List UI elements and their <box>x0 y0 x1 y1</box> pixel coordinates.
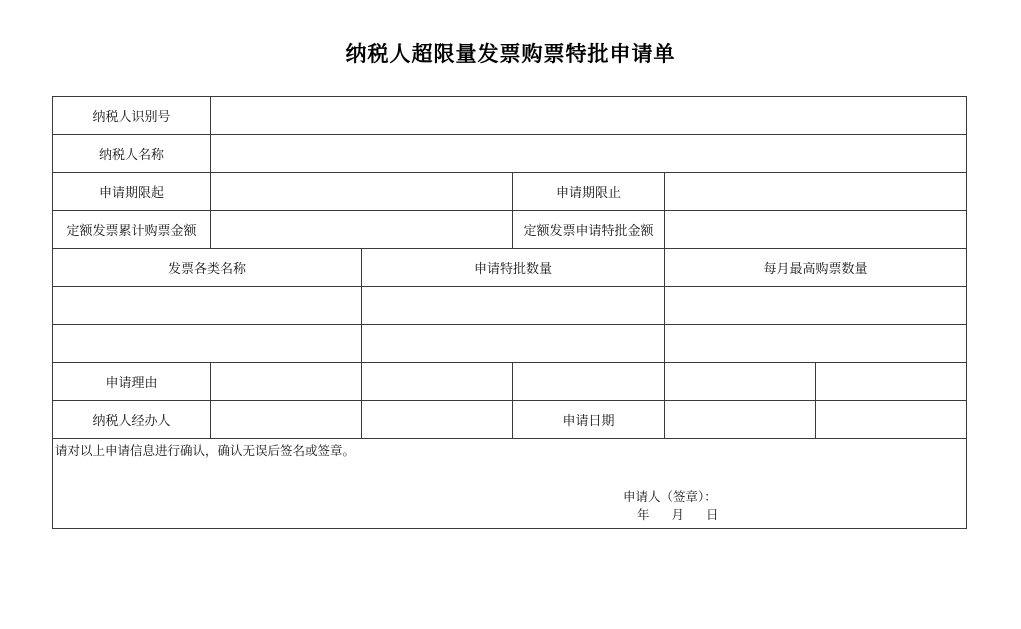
invoice-type-input[interactable] <box>53 287 362 325</box>
taxpayer-id-label: 纳税人识别号 <box>53 97 211 135</box>
invoice-table-row <box>53 287 967 325</box>
row-invoice-table-header <box>53 249 967 287</box>
monthly-max-input[interactable] <box>665 325 967 363</box>
date-year-label: 年 <box>637 507 650 522</box>
date-line <box>623 506 719 524</box>
reason-input[interactable] <box>665 363 816 401</box>
form-title: 纳税人超限量发票购票特批申请单 <box>345 41 676 66</box>
reason-input[interactable] <box>816 363 967 401</box>
confirmation-text: 请对以上申请信息进行确认，确认无误后签名或签章。 <box>55 443 356 458</box>
monthly-max-input[interactable] <box>665 287 967 325</box>
taxpayer-name-input[interactable] <box>211 135 967 173</box>
row-handler <box>53 401 967 439</box>
invoice-type-header: 发票各类名称 <box>53 249 362 287</box>
special-quantity-header: 申请特批数量 <box>362 249 665 287</box>
fixed-invoice-total-input[interactable] <box>211 211 513 249</box>
taxpayer-name-label: 纳税人名称 <box>53 135 211 173</box>
fixed-invoice-total-label: 定额发票累计购票金额 <box>53 211 211 249</box>
reason-label: 申请理由 <box>53 363 211 401</box>
special-quantity-input[interactable] <box>362 287 665 325</box>
taxpayer-id-input[interactable] <box>211 97 967 135</box>
reason-input[interactable] <box>362 363 513 401</box>
fixed-invoice-special-input[interactable] <box>665 211 967 249</box>
reason-input[interactable] <box>211 363 362 401</box>
handler-input[interactable] <box>211 401 362 439</box>
date-month-label: 月 <box>671 507 685 522</box>
handler-label: 纳税人经办人 <box>53 401 211 439</box>
application-form <box>52 96 967 529</box>
signature-block <box>623 488 719 524</box>
apply-date-label: 申请日期 <box>513 401 665 439</box>
period-end-input[interactable] <box>665 173 967 211</box>
signature-label: 申请人（签章）： <box>623 489 717 504</box>
row-taxpayer-id <box>53 97 967 135</box>
row-period <box>53 173 967 211</box>
handler-input[interactable] <box>362 401 513 439</box>
confirmation-box <box>53 439 967 529</box>
fixed-invoice-special-label: 定额发票申请特批金额 <box>513 211 665 249</box>
row-reason <box>53 363 967 401</box>
row-fixed-invoice <box>53 211 967 249</box>
monthly-max-header: 每月最高购票数量 <box>665 249 967 287</box>
period-start-input[interactable] <box>211 173 513 211</box>
invoice-table-row <box>53 325 967 363</box>
invoice-type-input[interactable] <box>53 325 362 363</box>
reason-input[interactable] <box>513 363 665 401</box>
apply-date-input[interactable] <box>816 401 967 439</box>
period-start-label: 申请期限起 <box>53 173 211 211</box>
apply-date-input[interactable] <box>665 401 816 439</box>
period-end-label: 申请期限止 <box>513 173 665 211</box>
date-day-label: 日 <box>706 507 719 522</box>
row-taxpayer-name <box>53 135 967 173</box>
special-quantity-input[interactable] <box>362 325 665 363</box>
row-confirmation <box>53 439 967 529</box>
